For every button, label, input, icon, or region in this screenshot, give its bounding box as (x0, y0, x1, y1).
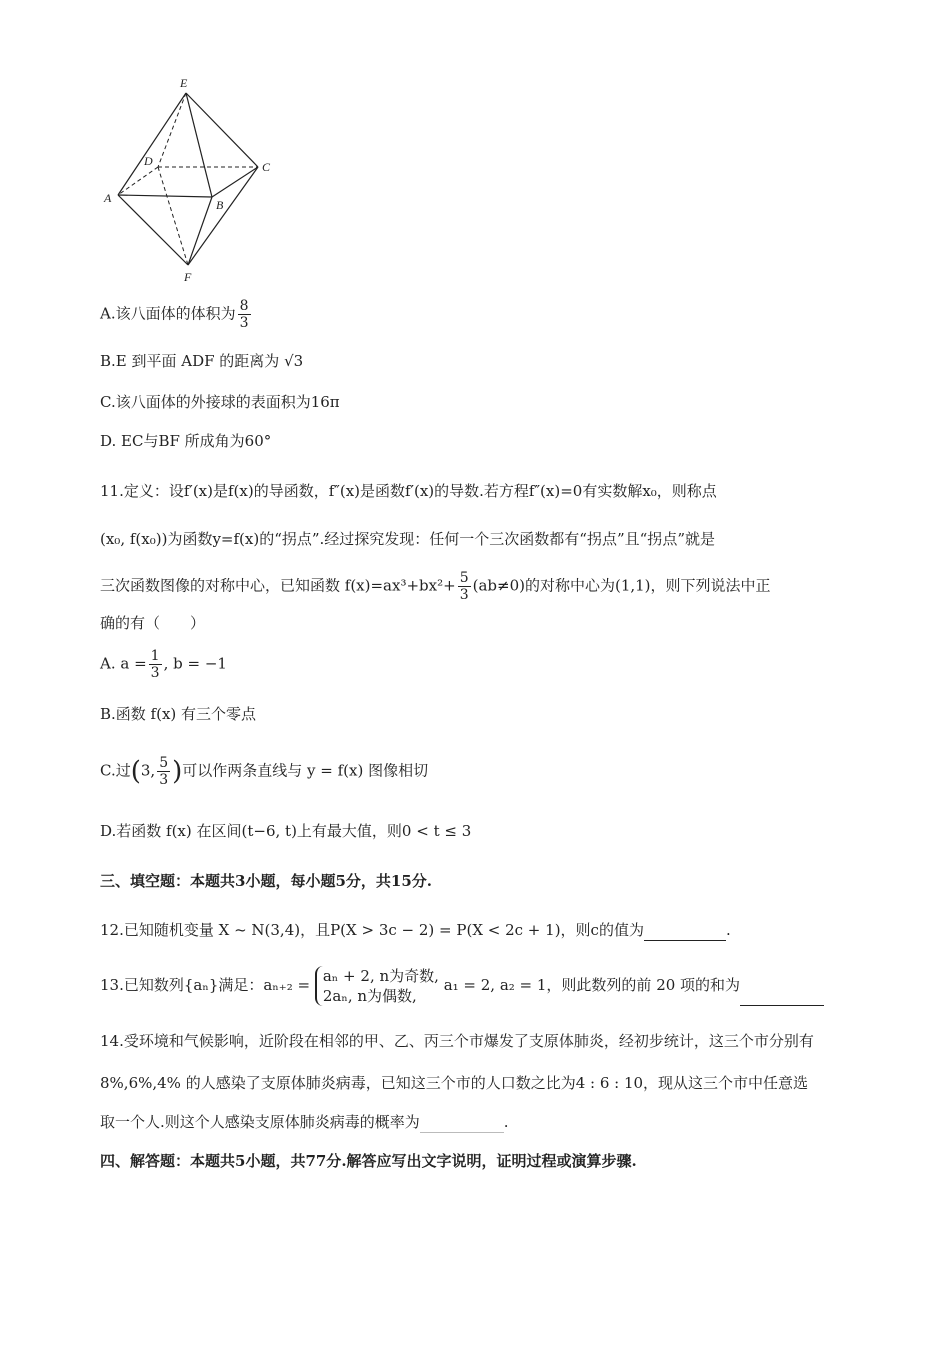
fraction: $\frac{5}{3}$ (459, 570, 469, 603)
octahedron-figure (100, 75, 290, 290)
q11-stem-line2: (x₀, f(x₀))为函数y=f(x)的“拐点”.经过探究发现：任何一个三次函数都有“拐点”且“拐点”就是 (100, 530, 715, 548)
vertex-label-F: F (184, 270, 192, 284)
piecewise-brace: aₙ + 2, n为奇数, 2aₙ, n为偶数, (315, 966, 439, 1006)
fraction: $\frac{8}{3}$ (239, 298, 249, 331)
q11-option-d: D.若函数 f(x) 在区间(t−6, t)上有最大值，则0 < t ≤ 3 (100, 822, 472, 840)
q10-option-b: B.E 到平面 ADF 的距离为 √3 (100, 352, 304, 370)
q11-stem-line4: 确的有（ ） (100, 614, 206, 632)
q14-line1: 14.受环境和气候影响，近阶段在相邻的甲、乙、丙三个市爆发了支原体肺炎，经初步统计，这三个市分别有 (100, 1032, 814, 1050)
vertex-label-D: D (144, 154, 153, 168)
answer-blank[interactable] (644, 918, 726, 941)
q14-line3: 取一个人.则这个人感染支原体肺炎病毒的概率为 . (100, 1110, 509, 1133)
edge-BC (212, 167, 258, 197)
edge-ED (158, 93, 186, 167)
edge-EB (186, 93, 212, 197)
q14-line2: 8%,6%,4% 的人感染了支原体肺炎病毒，已知这三个市的人口数之比为4 : 6 : 10，现从这三个市中任意选 (100, 1074, 809, 1092)
q13-text: 13.已知数列{aₙ}满足：aₙ₊₂ = aₙ + 2, n为奇数, 2aₙ, n为偶数, a₁ = 2, a₂ = 1，则此数列的前 20 项的和为 (100, 966, 824, 1006)
q11-option-c: C.过(3, $\frac{5}{3}$ )可以作两条直线与 y = f(x) 图像相切 (100, 755, 429, 788)
vertex-label-B: B (216, 198, 224, 212)
vertex-label-C: C (262, 160, 271, 174)
edge-AB (118, 195, 212, 197)
q11-stem-line1: 11.定义：设f′(x)是f(x)的导函数，f″(x)是函数f′(x)的导数.若方程f″(x)=0有实数解x₀，则称点 (100, 482, 717, 500)
section-4-heading: 四、解答题：本题共5小题，共77分.解答应写出文字说明，证明过程或演算步骤. (100, 1152, 637, 1170)
edge-EC (186, 93, 258, 167)
q11-option-b: B.函数 f(x) 有三个零点 (100, 705, 257, 723)
fraction: $\frac{1}{3}$ (150, 648, 160, 681)
q10-option-c: C.该八面体的外接球的表面积为16π (100, 393, 340, 411)
answer-blank[interactable] (740, 983, 824, 1006)
edge-DA (118, 167, 158, 195)
section-3-heading: 三、填空题：本题共3小题，每小题5分，共15分. (100, 872, 432, 890)
edge-BF (188, 197, 212, 265)
q11-stem-line3: 三次函数图像的对称中心，已知函数 f(x)=ax³+bx²+ $\frac{5}{3}$ (ab≠0)的对称中心为(1,1)，则下列说法中正 (100, 570, 771, 603)
vertex-label-A: A (104, 191, 112, 205)
answer-blank[interactable] (420, 1110, 504, 1133)
edge-CF (188, 167, 258, 265)
q10-option-a: A.该八面体的体积为 $\frac{8}{3}$ (100, 298, 249, 331)
edge-EA (118, 93, 186, 195)
q12-text: 12.已知随机变量 X ~ N(3,4)，且P(X > 3c − 2) = P(X < 2c + 1)，则c的值为 . (100, 918, 731, 941)
vertex-label-E: E (180, 76, 188, 90)
q10-option-d: D. EC与BF 所成角为60° (100, 432, 272, 450)
q11-option-a: A. a = $\frac{1}{3}$ , b = −1 (100, 648, 227, 681)
fraction: $\frac{5}{3}$ (159, 755, 169, 788)
